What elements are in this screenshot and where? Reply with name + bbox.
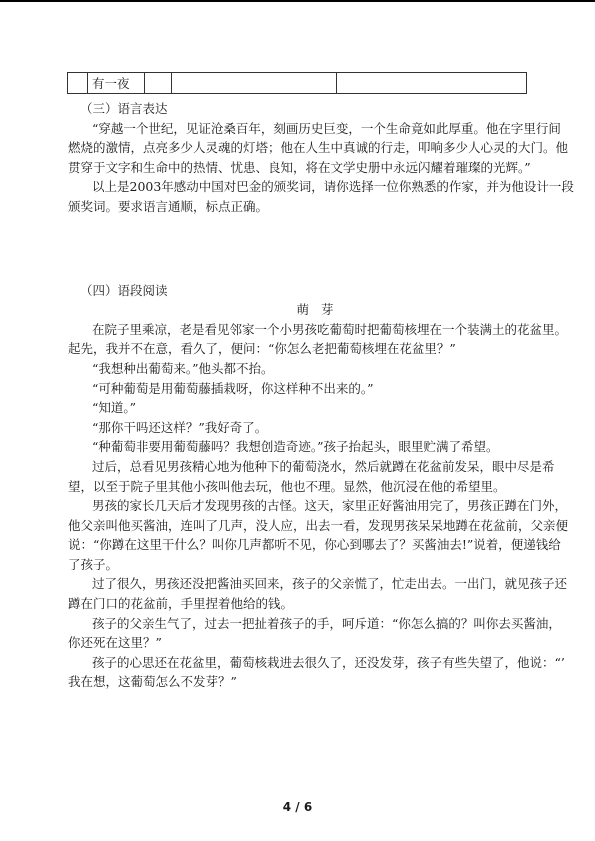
paragraph-line: 燃烧的激情，点亮多少人灵魂的灯塔；他在人生中真诚的行走，叩响多少人心灵的大门。他 (68, 140, 569, 156)
paragraph-line: 起先，我并不在意，看久了，便问：“你怎么老把葡萄核埋在花盆里？” (68, 341, 456, 357)
paragraph-line: 以上是2003年感动中国对巴金的颁奖词，请你选择一位你熟悉的作家，并为他设计一段 (92, 179, 574, 195)
paragraph-line: 颁奖词。要求语言通顺，标点正确。 (68, 198, 269, 214)
paragraph-line: 贯穿于文字和生命中的热情、忧患、良知，将在文学史册中永远闪耀着璀璨的光辉。” (68, 159, 531, 175)
table-cell (68, 73, 88, 94)
paragraph-line: 过了很久，男孩还没把酱油买回来，孩子的父亲慌了，忙走出去。一出门，就见孩子还 (92, 576, 568, 592)
table-row (68, 73, 527, 94)
paragraph-line: 你还死在这里？” (68, 635, 162, 651)
paragraph-line: 在院子里乘凉，老是看见邻家一个小男孩吃葡萄时把葡萄核埋在一个装满土的花盆里。 (92, 321, 568, 337)
table-cell (172, 73, 337, 94)
answer-space (80, 217, 550, 281)
table-cell (337, 73, 527, 94)
section-heading: （四）语段阅读 (80, 282, 168, 298)
page-content (68, 99, 574, 692)
paragraph-line: 了孩子。 (68, 556, 119, 572)
paragraph-line: “我想种出葡萄来。”他头都不抬。 (92, 360, 274, 376)
answer-table-fragment (67, 72, 527, 94)
passage-title: 萌芽 (296, 302, 346, 318)
paragraph-line: 望，以至于院子里其他小孩叫他去玩，他也不理。显然，他沉浸在他的希望里。 (68, 478, 506, 494)
paragraph-line: 蹲在门口的花盆前，手里捏着他给的钱。 (68, 596, 294, 612)
paragraph-line: “穿越一个世纪，见证沧桑百年，刻画历史巨变，一个生命竟如此厚重。他在字里行间 (92, 120, 561, 136)
table-cell (145, 73, 172, 94)
paragraph-line: 孩子的心思还在花盆里，葡萄核栽进去很久了，还没发芽，孩子有些失望了，他说：“’ (92, 654, 565, 670)
paragraph-line: “知道。” (92, 400, 137, 416)
paragraph-line: 他父亲叫他买酱油，连叫了几声，没人应，出去一看，发现男孩呆呆地蹲在花盆前，父亲便 (68, 517, 569, 533)
paragraph-line: 我在想，这葡萄怎么不发芽？” (68, 674, 237, 690)
section-heading: （三）语言表达 (80, 101, 168, 116)
table-cell: 有一夜 (88, 73, 145, 94)
page-number: 4 / 6 (282, 800, 313, 814)
paragraph-line: 男孩的家长几天后才发现男孩的古怪。这天，家里正好酱油用完了，男孩正蹲在门外， (92, 498, 568, 514)
paragraph-line: 孩子的父亲生气了，过去一把扯着孩子的手，呵斥道：“你怎么搞的？叫你去买酱油， (92, 615, 561, 631)
top-rule (0, 0, 595, 2)
paragraph-line: “种葡萄非要用葡萄藤吗？我想创造奇迹。”孩子抬起头，眼里贮满了希望。 (92, 439, 499, 455)
paragraph-line: 说：“你蹲在这里干什么？叫你几声都听不见，你心到哪去了？买酱油去!”说着，便递钱给 (68, 537, 561, 553)
paragraph-line: 过后，总看见男孩精心地为他种下的葡萄浇水，然后就蹲在花盆前发呆，眼中尽是希 (92, 458, 555, 474)
paragraph-line: “那你干吗还这样？”我好奇了。 (92, 419, 268, 435)
paragraph-line: “可种葡萄是用葡萄藤插栽呀，你这样种不出来的。” (92, 380, 374, 396)
